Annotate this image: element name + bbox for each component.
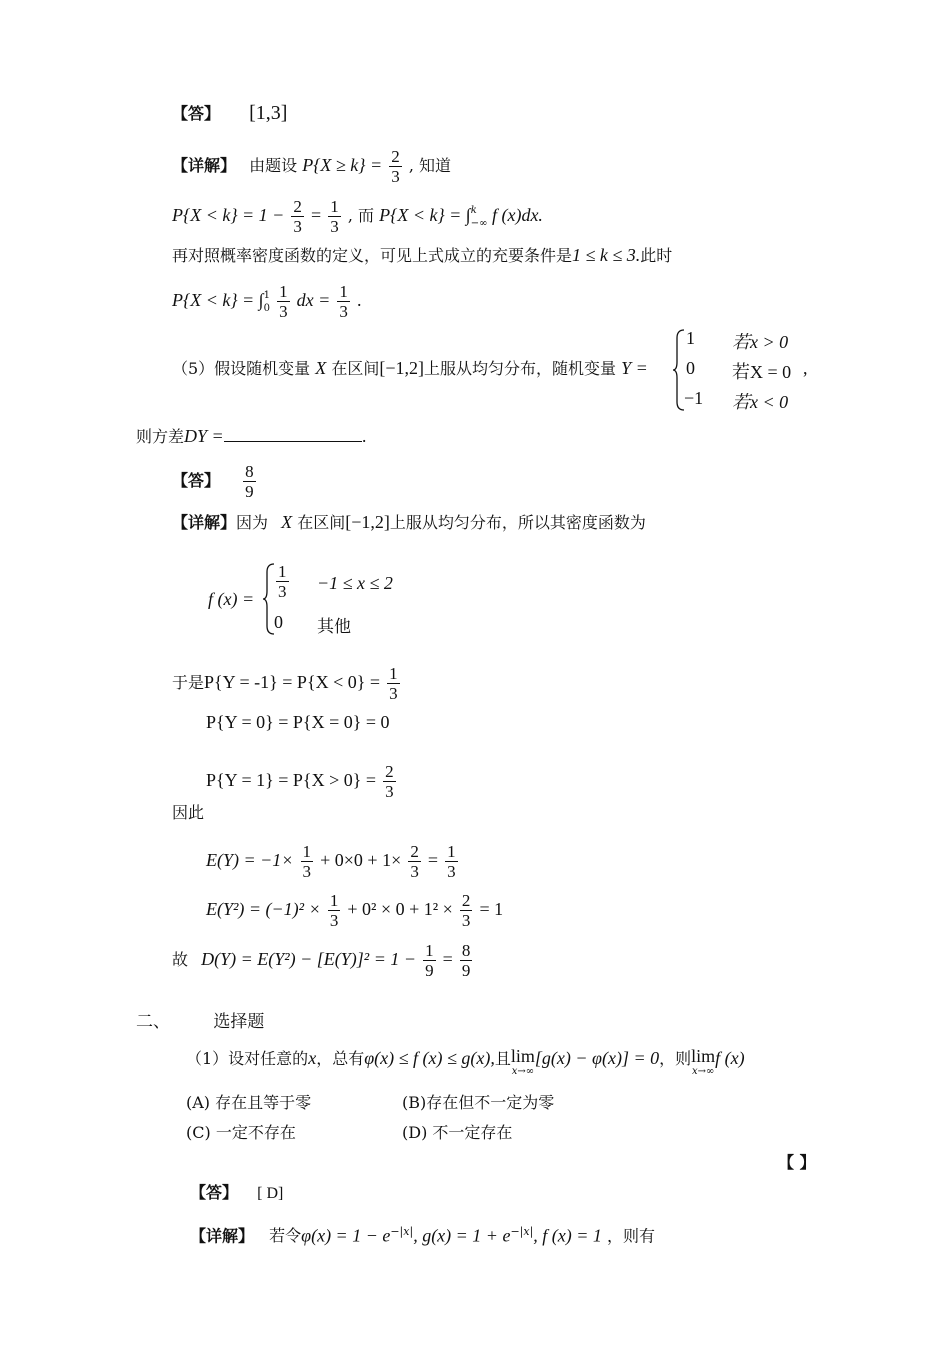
denominator: 3 xyxy=(293,217,302,236)
math-var: x xyxy=(308,1048,317,1068)
denominator: 3 xyxy=(330,217,339,236)
lower-limit: 0 xyxy=(263,302,270,314)
fraction xyxy=(423,941,436,980)
detail-text: , 而 xyxy=(347,206,375,225)
piecewise-f xyxy=(262,562,422,638)
math-expression: φ(x) = 1 − e xyxy=(301,1225,391,1246)
numerator: 1 xyxy=(329,891,339,910)
denominator: 9 xyxy=(245,482,254,501)
case-comma: , xyxy=(803,358,808,378)
option-b[interactable]: (B)存在但不一定为零 xyxy=(402,1093,555,1112)
case-value: 0 xyxy=(274,612,283,632)
case-condition: 若x < 0 xyxy=(732,392,789,412)
denominator: 3 xyxy=(279,302,288,321)
math-var: X xyxy=(315,358,327,378)
question-text: ，总有 xyxy=(316,1049,365,1068)
upper-limit: 1 xyxy=(263,289,270,301)
math-expression: + 0² × 0 + 1² × xyxy=(347,899,453,919)
math-expression: φ(x) ≤ f (x) ≤ g(x), xyxy=(364,1048,495,1068)
detail-line-1 xyxy=(172,147,451,186)
denominator: 3 xyxy=(391,167,400,186)
math-expression: [g(x) − φ(x)] = 0 xyxy=(534,1048,660,1068)
detail-line-2 xyxy=(172,197,543,236)
math-expression: P{X < k} = ∫ xyxy=(172,290,264,310)
answer-value: [1,3] xyxy=(249,102,288,124)
denominator: 3 xyxy=(278,582,287,601)
question-text: 在区间 xyxy=(331,359,380,378)
math-exponent: −|x| xyxy=(390,1225,414,1238)
answer-tag: 【答】 xyxy=(190,1183,239,1202)
question-text: . xyxy=(361,427,367,446)
detail-text: , 知道 xyxy=(408,156,451,175)
case-condition: 若x > 0 xyxy=(732,332,789,352)
expectation-line xyxy=(206,842,460,881)
case-condition: 若X = 0 xyxy=(732,362,792,382)
math-interval: [−1,2] xyxy=(345,512,390,532)
numerator: 1 xyxy=(425,941,434,960)
numerator: 2 xyxy=(461,891,471,910)
numerator: 1 xyxy=(279,282,288,301)
section-heading xyxy=(136,1012,264,1032)
detail-tag: 【详解】 xyxy=(172,513,237,532)
density-fx: f (x) = xyxy=(208,589,255,609)
math-expression: DY = xyxy=(184,426,224,446)
case-value: 1 xyxy=(686,328,695,348)
therefore-text: 因此 xyxy=(172,803,205,822)
math-var: X xyxy=(281,512,293,532)
case-value: 0 xyxy=(686,358,695,378)
limit xyxy=(511,1048,535,1080)
fraction xyxy=(408,842,421,881)
numerator: 8 xyxy=(245,462,254,481)
detail-text: 由题设 xyxy=(249,156,298,175)
denominator: 3 xyxy=(385,782,394,801)
option-d[interactable]: (D) 不一定存在 xyxy=(402,1123,513,1142)
math-expression: , g(x) = 1 + e xyxy=(413,1225,511,1246)
option-c[interactable]: (C) 一定不存在 xyxy=(186,1123,296,1142)
denominator: 3 xyxy=(447,862,456,881)
detail-text: 于是 xyxy=(172,673,205,692)
limit-word: lim xyxy=(510,1046,535,1066)
question-text: （1）设对任意的 xyxy=(186,1049,309,1068)
math-exponent: −|x| xyxy=(510,1225,534,1238)
case-value xyxy=(274,562,291,601)
numerator: 1 xyxy=(302,842,312,861)
denominator: 3 xyxy=(410,862,419,881)
fraction xyxy=(460,891,473,930)
fraction xyxy=(328,197,341,236)
denominator: 3 xyxy=(339,302,348,321)
prob-line-1 xyxy=(172,664,402,703)
numerator: 1 xyxy=(278,562,287,581)
denominator: 3 xyxy=(461,911,471,930)
fraction xyxy=(291,197,304,236)
math-interval: [−1,2] xyxy=(379,358,425,378)
variance-line xyxy=(172,941,474,980)
fraction xyxy=(243,462,256,501)
section-title: 选择题 xyxy=(213,1012,265,1032)
limit-sub: x→∞ xyxy=(511,1066,535,1077)
math-expression: P{X < k} = ∫ xyxy=(379,205,471,225)
question-text: 上服从均匀分布，随机变量 xyxy=(424,359,617,378)
detail-text: 再对照概率密度函数的定义，可见上式成立的充要条件是 xyxy=(172,246,573,265)
fraction xyxy=(337,282,350,321)
fraction xyxy=(445,842,458,881)
detail-tag: 【详解】 xyxy=(190,1226,255,1246)
fraction xyxy=(383,762,396,801)
detail-5-line-1 xyxy=(172,512,646,533)
fraction xyxy=(277,282,290,321)
fraction xyxy=(460,941,473,980)
answer-line xyxy=(172,462,258,501)
numerator: 1 xyxy=(389,664,398,683)
math-expression: , f (x) = 1 xyxy=(533,1225,602,1246)
detail-tag: 【详解】 xyxy=(172,156,237,175)
option-a[interactable]: (A) 存在且等于零 xyxy=(186,1093,312,1112)
answer-bracket: 【 】 xyxy=(778,1153,816,1172)
fraction xyxy=(276,562,289,601)
case-condition: 其他 xyxy=(317,617,351,637)
math-expression: f (x)dx. xyxy=(487,205,543,225)
math-expression: E(Y²) = (−1)² × xyxy=(206,899,321,919)
math-expression: + 0×0 + 1× xyxy=(320,850,402,870)
detail-text: 此时 xyxy=(640,246,673,265)
math-expression: E(Y) = −1× xyxy=(206,850,294,870)
prob-line-2: P{Y = 0} = P{X = 0} = 0 xyxy=(206,712,390,732)
numerator: 2 xyxy=(391,147,400,166)
math-var: Y = xyxy=(621,358,648,378)
fraction xyxy=(301,842,314,881)
question-5 xyxy=(172,358,648,379)
answer-line xyxy=(172,103,287,124)
math-expression: dx = xyxy=(296,290,331,310)
fraction xyxy=(389,147,402,186)
detail-text: 在区间 xyxy=(297,513,346,532)
piecewise-y xyxy=(672,326,822,416)
detail-text: ，则有 xyxy=(607,1226,656,1246)
prob-line-3 xyxy=(206,762,398,801)
detail-line-4 xyxy=(172,282,362,321)
denominator: 9 xyxy=(425,961,434,980)
math-expression: P{X ≥ k} = xyxy=(302,155,383,175)
detail-text: 上服从均匀分布，所以其密度函数为 xyxy=(389,513,646,532)
question-text: 且 xyxy=(494,1049,511,1068)
numerator: 1 xyxy=(447,842,456,861)
math-expression: P{X < k} = 1 − xyxy=(172,205,285,225)
denominator: 3 xyxy=(329,911,339,930)
case-value: −1 xyxy=(684,388,704,408)
math-expression: P{Y = -1} = P{X < 0} = xyxy=(204,672,381,692)
denominator: 3 xyxy=(389,684,398,703)
denominator: 3 xyxy=(302,862,312,881)
second-moment-line xyxy=(206,891,503,930)
question-5-line2 xyxy=(136,426,367,447)
numerator: 1 xyxy=(330,197,339,216)
math-expression: = 1 xyxy=(479,899,504,919)
math-expression: P{Y = 1} = P{X > 0} = xyxy=(206,770,377,790)
fraction xyxy=(387,664,400,703)
answer-blank xyxy=(224,427,362,442)
detail-line-3 xyxy=(172,245,672,266)
math-expression: = xyxy=(442,949,453,969)
numerator: 2 xyxy=(293,197,302,216)
answer-tag: 【答】 xyxy=(172,471,221,490)
case-condition: −1 ≤ x ≤ 2 xyxy=(317,573,393,593)
lower-limit: −∞ xyxy=(470,217,488,229)
denominator: 9 xyxy=(461,961,471,980)
answer-value: [ D] xyxy=(257,1185,284,1202)
integral-limits xyxy=(471,204,488,230)
mc-detail xyxy=(190,1222,655,1246)
question-text: ，则 xyxy=(659,1049,692,1068)
limit-sub: x→∞ xyxy=(691,1066,715,1077)
question-text: （5）假设随机变量 xyxy=(172,359,311,378)
section-number: 二、 xyxy=(136,1012,170,1032)
numerator: 1 xyxy=(339,282,348,301)
limit xyxy=(691,1048,715,1080)
detail-text: 若令 xyxy=(269,1226,302,1246)
answer-tag: 【答】 xyxy=(172,104,221,123)
detail-text: 因为 xyxy=(236,513,269,532)
numerator: 8 xyxy=(461,941,471,960)
numerator: 2 xyxy=(410,842,419,861)
numerator: 2 xyxy=(385,762,394,781)
math-expression: = xyxy=(427,850,439,870)
math-expression: 1 ≤ k ≤ 3. xyxy=(572,245,641,265)
math-expression: = xyxy=(311,205,322,225)
integral-limits xyxy=(264,289,270,315)
math-expression: D(Y) = E(Y²) − [E(Y)]² = 1 − xyxy=(201,949,416,969)
fraction xyxy=(328,891,341,930)
limit-word: lim xyxy=(691,1046,716,1066)
question-text: 则方差 xyxy=(136,427,185,446)
math-expression: . xyxy=(357,290,362,310)
math-expression: f (x) xyxy=(715,1048,745,1068)
upper-limit: k xyxy=(470,204,477,216)
mc-answer xyxy=(190,1183,283,1204)
mc-question-1 xyxy=(186,1048,745,1080)
detail-text: 故 xyxy=(172,950,189,969)
